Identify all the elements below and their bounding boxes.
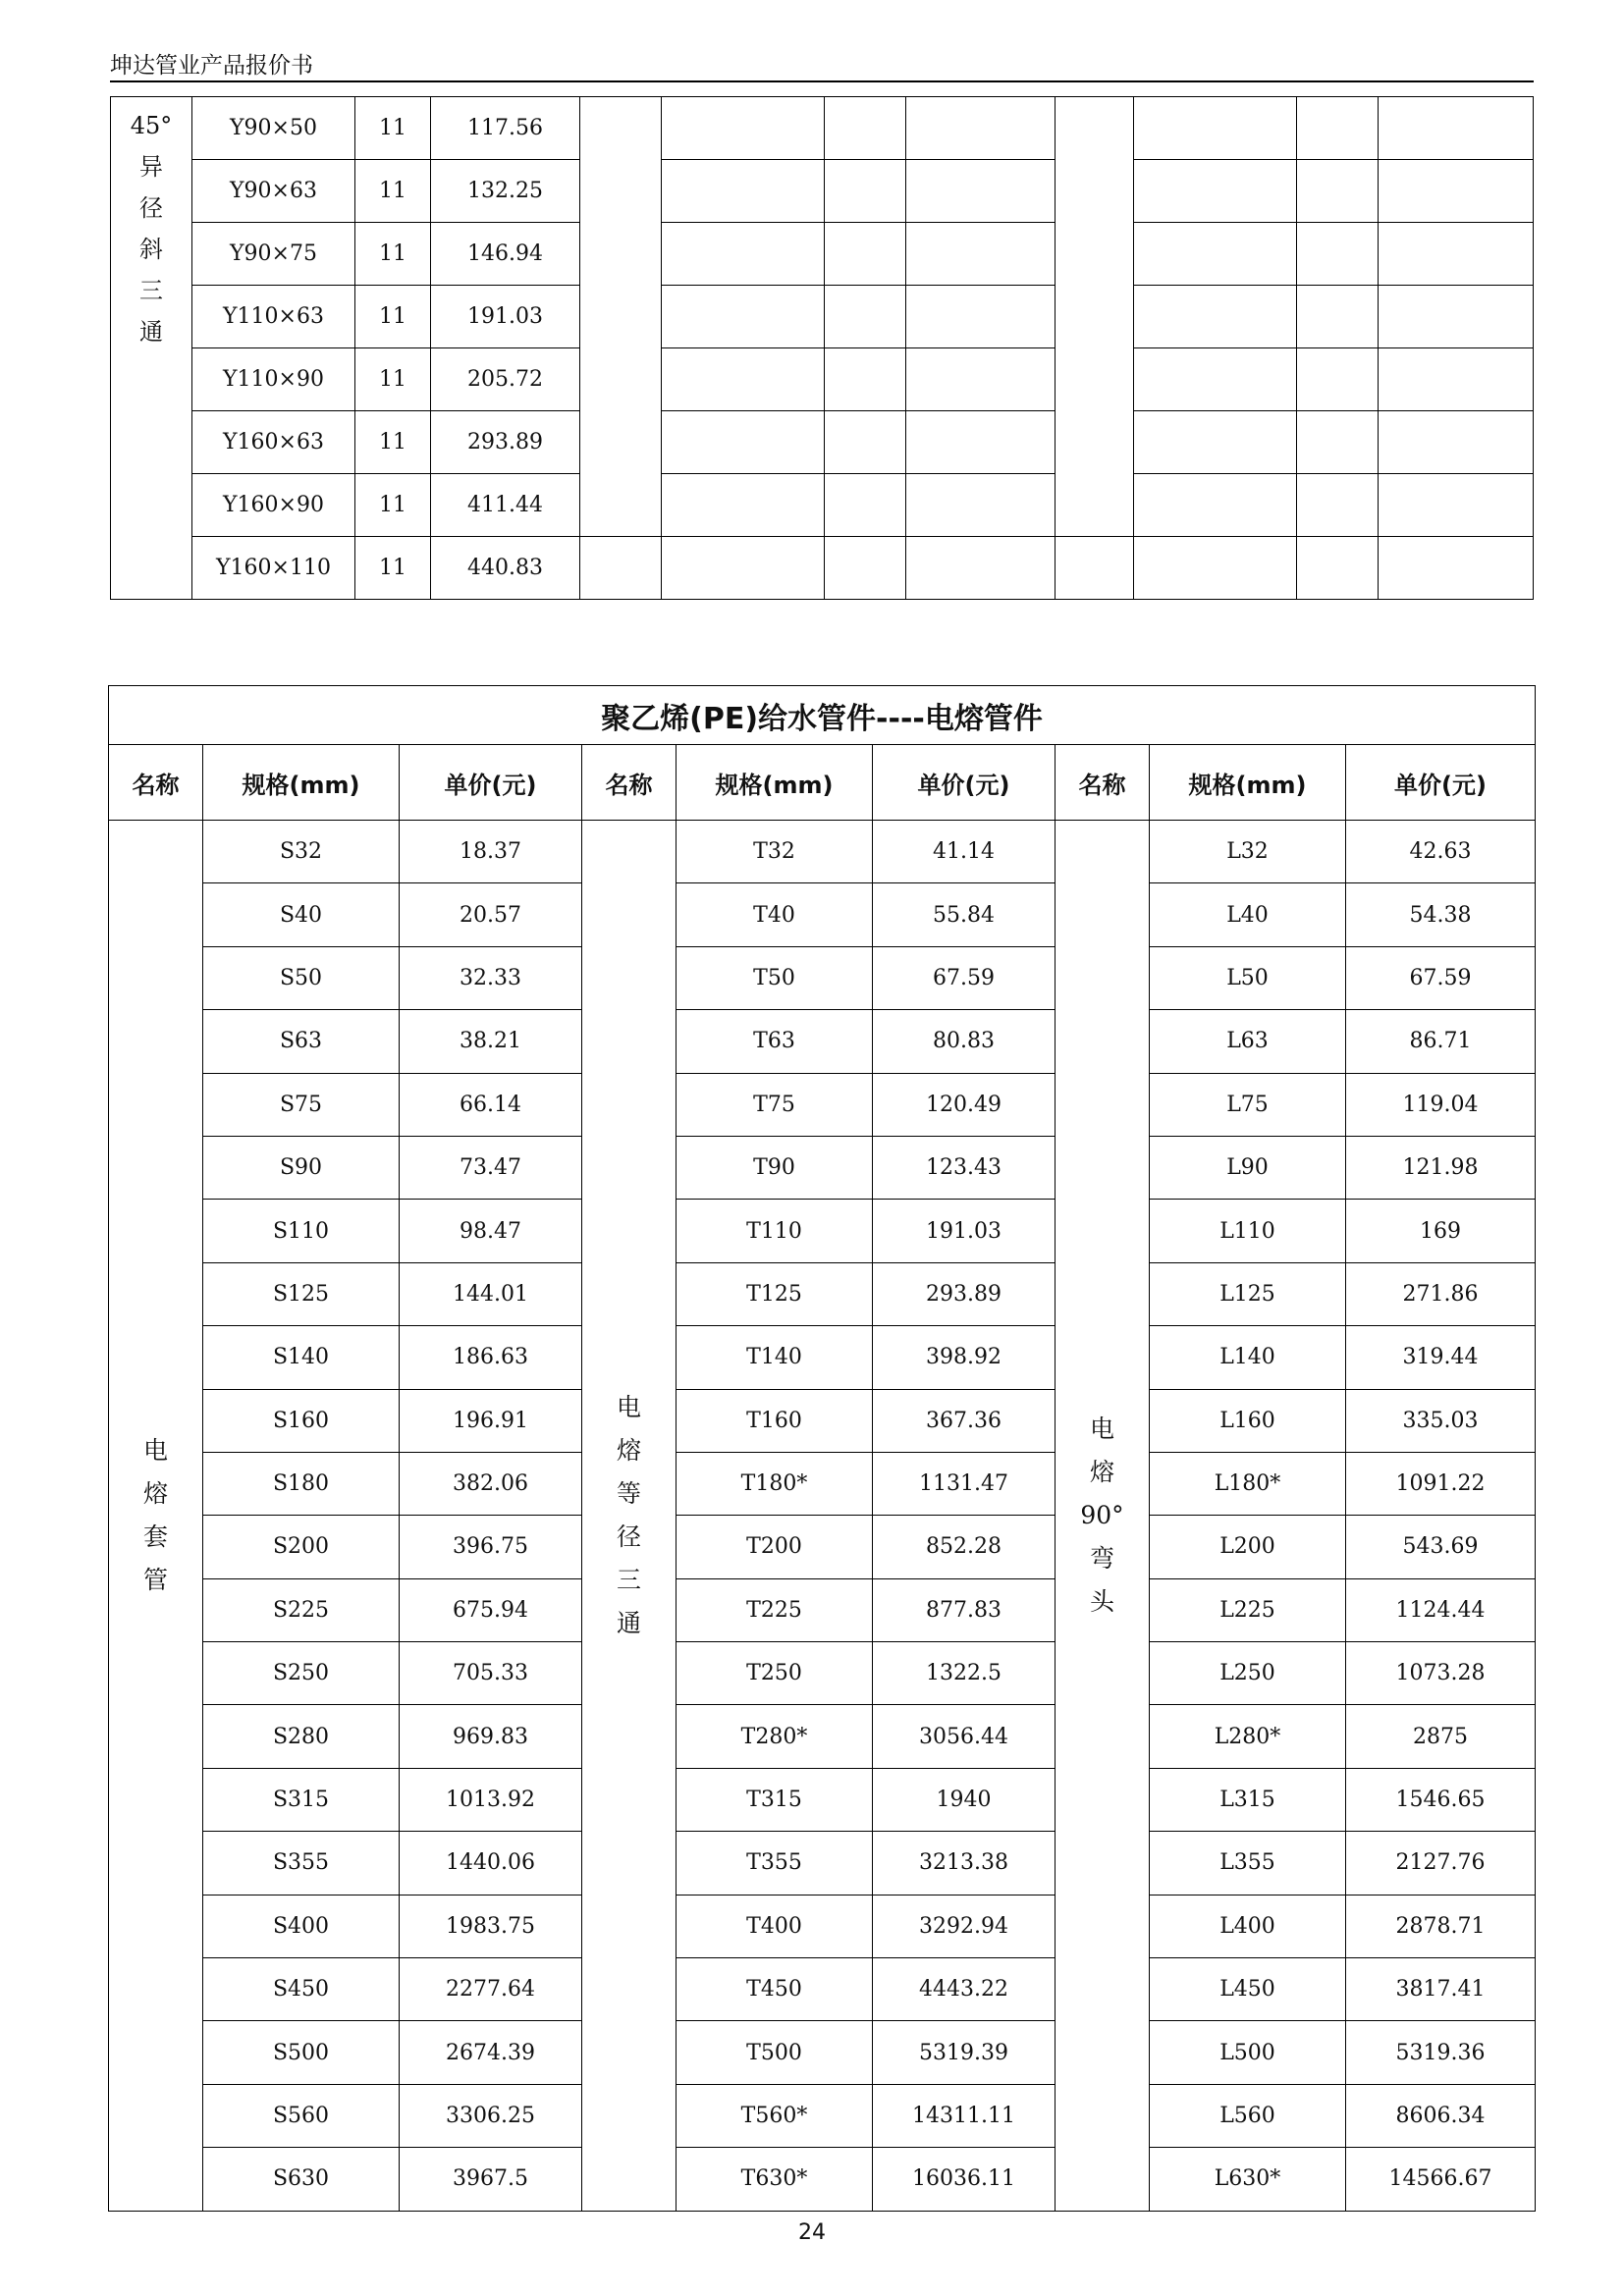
empty-cell [662, 348, 825, 411]
price-cell: 969.83 [400, 1705, 582, 1768]
empty-cell [825, 348, 906, 411]
qty-cell: 11 [355, 537, 431, 600]
price-cell: 66.14 [400, 1073, 582, 1136]
spec-cell: T355 [677, 1832, 873, 1895]
spec-cell: L200 [1150, 1516, 1346, 1578]
empty-cell [1134, 286, 1297, 348]
spec-cell: T200 [677, 1516, 873, 1578]
price-cell: 3306.25 [400, 2084, 582, 2147]
table-row [111, 223, 1534, 286]
table-row [109, 1642, 1536, 1705]
qty-cell: 11 [355, 474, 431, 537]
spec-cell: Y110×90 [192, 348, 355, 411]
empty-cell [1056, 537, 1134, 600]
price-cell: 1013.92 [400, 1768, 582, 1831]
empty-cell [580, 537, 662, 600]
spec-cell: T280* [677, 1705, 873, 1768]
empty-cell [580, 97, 662, 537]
empty-cell [1297, 474, 1379, 537]
price-cell: 3292.94 [873, 1895, 1056, 1957]
empty-cell [825, 223, 906, 286]
empty-cell [1134, 411, 1297, 474]
price-cell: 1940 [873, 1768, 1056, 1831]
price-cell: 1440.06 [400, 1832, 582, 1895]
spec-cell: S355 [203, 1832, 400, 1895]
spec-cell: L140 [1150, 1326, 1346, 1389]
empty-cell [906, 160, 1056, 223]
price-cell: 319.44 [1346, 1326, 1536, 1389]
group-name-char: 等 [616, 1478, 641, 1508]
table-row [109, 821, 1536, 883]
group-name-char: 90° [1080, 1500, 1124, 1529]
table-row [109, 2021, 1536, 2084]
price-cell: 67.59 [873, 946, 1056, 1009]
group-name-char: 三 [616, 1565, 641, 1594]
price-cell: 191.03 [431, 286, 580, 348]
spec-cell: L160 [1150, 1389, 1346, 1452]
spec-cell: T225 [677, 1578, 873, 1641]
empty-cell [1297, 286, 1379, 348]
equal-tee-label [617, 1386, 641, 1645]
spec-cell: S110 [203, 1200, 400, 1262]
price-cell: 20.57 [400, 883, 582, 946]
price-cell: 877.83 [873, 1578, 1056, 1641]
price-cell: 67.59 [1346, 946, 1536, 1009]
group-name-char: 通 [139, 318, 163, 346]
empty-cell [1134, 160, 1297, 223]
spec-cell: L355 [1150, 1832, 1346, 1895]
spec-cell: S125 [203, 1262, 400, 1325]
price-cell: 98.47 [400, 1200, 582, 1262]
price-cell: 2277.64 [400, 1958, 582, 2021]
spec-cell: S200 [203, 1516, 400, 1578]
group-name-char: 斜 [139, 236, 163, 263]
empty-cell [906, 474, 1056, 537]
price-cell: 205.72 [431, 348, 580, 411]
column-header: 规格(mm) [1150, 745, 1346, 821]
table-row [109, 1136, 1536, 1199]
spec-cell: T160 [677, 1389, 873, 1452]
empty-cell [825, 474, 906, 537]
group-name-char: 电 [142, 1435, 168, 1465]
qty-cell: 11 [355, 286, 431, 348]
column-header: 名称 [582, 745, 677, 821]
price-cell: 1091.22 [1346, 1452, 1536, 1515]
table-row [109, 1578, 1536, 1641]
table-row [109, 2084, 1536, 2147]
spec-cell: T125 [677, 1262, 873, 1325]
price-cell: 1131.47 [873, 1452, 1056, 1515]
price-cell: 55.84 [873, 883, 1056, 946]
price-cell: 186.63 [400, 1326, 582, 1389]
header-row [109, 745, 1536, 821]
price-cell: 54.38 [1346, 883, 1536, 946]
price-cell: 396.75 [400, 1516, 582, 1578]
price-cell: 16036.11 [873, 2148, 1056, 2211]
table-row [109, 1895, 1536, 1957]
empty-cell [1297, 348, 1379, 411]
table-row [109, 1832, 1536, 1895]
empty-cell [1379, 223, 1534, 286]
empty-cell [1297, 160, 1379, 223]
table-row [109, 1452, 1536, 1515]
empty-cell [1379, 474, 1534, 537]
price-cell: 120.49 [873, 1073, 1056, 1136]
spec-cell: S63 [203, 1010, 400, 1073]
price-cell: 121.98 [1346, 1136, 1536, 1199]
price-cell: 2878.71 [1346, 1895, 1536, 1957]
spec-cell: L315 [1150, 1768, 1346, 1831]
empty-cell [1297, 537, 1379, 600]
price-cell: 132.25 [431, 160, 580, 223]
empty-cell [1134, 223, 1297, 286]
spec-cell: Y160×110 [192, 537, 355, 600]
spec-cell: T400 [677, 1895, 873, 1957]
spec-cell: L110 [1150, 1200, 1346, 1262]
group-name-char: 通 [616, 1608, 641, 1637]
y-tee-price-table [110, 96, 1534, 600]
price-cell: 18.37 [400, 821, 582, 883]
price-cell: 119.04 [1346, 1073, 1536, 1136]
empty-cell [906, 411, 1056, 474]
empty-cell [662, 223, 825, 286]
empty-cell [1297, 411, 1379, 474]
empty-cell [1379, 286, 1534, 348]
price-cell: 4443.22 [873, 1958, 1056, 2021]
table-row [109, 946, 1536, 1009]
spec-cell: L450 [1150, 1958, 1346, 2021]
price-cell: 382.06 [400, 1452, 582, 1515]
group-name-char: 电 [1089, 1414, 1114, 1443]
spec-cell: L90 [1150, 1136, 1346, 1199]
column-header: 规格(mm) [203, 745, 400, 821]
price-cell: 8606.34 [1346, 2084, 1536, 2147]
group-name-cell [111, 97, 192, 600]
title-row [109, 686, 1536, 745]
empty-cell [1379, 348, 1534, 411]
group-name-char: 45° [130, 112, 173, 139]
spec-cell: T180* [677, 1452, 873, 1515]
spec-cell: L500 [1150, 2021, 1346, 2084]
price-cell: 1322.5 [873, 1642, 1056, 1705]
table-row [111, 474, 1534, 537]
spec-cell: L560 [1150, 2084, 1346, 2147]
spec-cell: S180 [203, 1452, 400, 1515]
spec-cell: S560 [203, 2084, 400, 2147]
table-title: 聚乙烯(PE)给水管件----电熔管件 [109, 686, 1536, 745]
spec-cell: L180* [1150, 1452, 1346, 1515]
empty-cell [906, 286, 1056, 348]
spec-cell: L125 [1150, 1262, 1346, 1325]
table-row [111, 160, 1534, 223]
group-name-cell [109, 821, 203, 2212]
table-row [111, 411, 1534, 474]
empty-cell [1056, 97, 1134, 537]
price-cell: 5319.39 [873, 2021, 1056, 2084]
price-cell: 32.33 [400, 946, 582, 1009]
table-row [109, 1958, 1536, 2021]
spec-cell: L63 [1150, 1010, 1346, 1073]
spec-cell: L32 [1150, 821, 1346, 883]
spec-cell: L250 [1150, 1642, 1346, 1705]
column-header: 规格(mm) [677, 745, 873, 821]
empty-cell [1134, 474, 1297, 537]
spec-cell: T315 [677, 1768, 873, 1831]
table-row [109, 1516, 1536, 1578]
spec-cell: L50 [1150, 946, 1346, 1009]
group-name-char: 熔 [142, 1478, 168, 1508]
spec-cell: T90 [677, 1136, 873, 1199]
price-cell: 191.03 [873, 1200, 1056, 1262]
empty-cell [1297, 97, 1379, 160]
table-row [109, 1200, 1536, 1262]
empty-cell [1134, 537, 1297, 600]
qty-cell: 11 [355, 160, 431, 223]
group-name-char: 头 [1089, 1586, 1114, 1616]
spec-cell: T500 [677, 2021, 873, 2084]
table-row [109, 1326, 1536, 1389]
table-row [111, 286, 1534, 348]
document-title: 坤达管业产品报价书 [110, 53, 313, 79]
price-cell: 335.03 [1346, 1389, 1536, 1452]
price-cell: 3967.5 [400, 2148, 582, 2211]
empty-cell [825, 411, 906, 474]
empty-cell [906, 223, 1056, 286]
price-cell: 5319.36 [1346, 2021, 1536, 2084]
empty-cell [662, 537, 825, 600]
sleeve-coupler-label [143, 1429, 168, 1602]
empty-cell [662, 97, 825, 160]
column-header: 单价(元) [1346, 745, 1536, 821]
table-row [111, 348, 1534, 411]
price-cell: 1124.44 [1346, 1578, 1536, 1641]
price-cell: 398.92 [873, 1326, 1056, 1389]
spec-cell: Y90×75 [192, 223, 355, 286]
empty-cell [1379, 97, 1534, 160]
price-cell: 117.56 [431, 97, 580, 160]
table-row [109, 1010, 1536, 1073]
spec-cell: L630* [1150, 2148, 1346, 2211]
price-cell: 852.28 [873, 1516, 1056, 1578]
empty-cell [1379, 411, 1534, 474]
spec-cell: Y110×63 [192, 286, 355, 348]
spec-cell: S280 [203, 1705, 400, 1768]
price-cell: 440.83 [431, 537, 580, 600]
group-name-char: 弯 [1089, 1543, 1114, 1573]
spec-cell: S32 [203, 821, 400, 883]
empty-cell [825, 160, 906, 223]
price-cell: 271.86 [1346, 1262, 1536, 1325]
price-cell: 123.43 [873, 1136, 1056, 1199]
spec-cell: T75 [677, 1073, 873, 1136]
price-cell: 367.36 [873, 1389, 1056, 1452]
price-cell: 73.47 [400, 1136, 582, 1199]
empty-cell [1379, 160, 1534, 223]
table-row [109, 1262, 1536, 1325]
group-name-char: 三 [139, 277, 163, 304]
electrofusion-fittings-table [108, 685, 1536, 2212]
qty-cell: 11 [355, 411, 431, 474]
price-cell: 2875 [1346, 1705, 1536, 1768]
qty-cell: 11 [355, 97, 431, 160]
empty-cell [906, 348, 1056, 411]
price-cell: 3056.44 [873, 1705, 1056, 1768]
empty-cell [1134, 97, 1297, 160]
price-cell: 293.89 [873, 1262, 1056, 1325]
table-row [111, 537, 1534, 600]
empty-cell [662, 474, 825, 537]
spec-cell: S40 [203, 883, 400, 946]
empty-cell [906, 537, 1056, 600]
column-header: 单价(元) [873, 745, 1056, 821]
page-header [110, 43, 1534, 82]
spec-cell: T50 [677, 946, 873, 1009]
empty-cell [662, 160, 825, 223]
spec-cell: T32 [677, 821, 873, 883]
spec-cell: S90 [203, 1136, 400, 1199]
spec-cell: T560* [677, 2084, 873, 2147]
price-cell: 1983.75 [400, 1895, 582, 1957]
price-cell: 543.69 [1346, 1516, 1536, 1578]
table-row [109, 1389, 1536, 1452]
price-cell: 41.14 [873, 821, 1056, 883]
spec-cell: T450 [677, 1958, 873, 2021]
table-row [109, 2148, 1536, 2211]
spec-cell: Y160×90 [192, 474, 355, 537]
spec-cell: T40 [677, 883, 873, 946]
price-cell: 3817.41 [1346, 1958, 1536, 2021]
spec-cell: L75 [1150, 1073, 1346, 1136]
price-cell: 293.89 [431, 411, 580, 474]
column-header: 名称 [1056, 745, 1150, 821]
spec-cell: T140 [677, 1326, 873, 1389]
spec-cell: L40 [1150, 883, 1346, 946]
spec-cell: T110 [677, 1200, 873, 1262]
spec-cell: T63 [677, 1010, 873, 1073]
price-cell: 1073.28 [1346, 1642, 1536, 1705]
group-name-char: 径 [616, 1522, 641, 1551]
group-name-char: 熔 [616, 1435, 641, 1465]
empty-cell [1379, 537, 1534, 600]
table-row [109, 883, 1536, 946]
spec-cell: S75 [203, 1073, 400, 1136]
spec-cell: S450 [203, 1958, 400, 2021]
empty-cell [662, 286, 825, 348]
page-number: 24 [798, 2220, 826, 2245]
price-cell: 38.21 [400, 1010, 582, 1073]
price-cell: 42.63 [1346, 821, 1536, 883]
spec-cell: L225 [1150, 1578, 1346, 1641]
spec-cell: S225 [203, 1578, 400, 1641]
spec-cell: S400 [203, 1895, 400, 1957]
spec-cell: S50 [203, 946, 400, 1009]
spec-cell: Y90×50 [192, 97, 355, 160]
group-name-char: 熔 [1089, 1457, 1114, 1486]
price-cell: 14566.67 [1346, 2148, 1536, 2211]
price-cell: 14311.11 [873, 2084, 1056, 2147]
spec-cell: S160 [203, 1389, 400, 1452]
price-cell: 169 [1346, 1200, 1536, 1262]
qty-cell: 11 [355, 348, 431, 411]
group-name-cell [582, 821, 677, 2212]
price-cell: 2674.39 [400, 2021, 582, 2084]
table-row [109, 1705, 1536, 1768]
price-cell: 705.33 [400, 1642, 582, 1705]
empty-cell [662, 411, 825, 474]
spec-cell: Y90×63 [192, 160, 355, 223]
elbow-90-label [1080, 1408, 1123, 1624]
price-cell: 3213.38 [873, 1832, 1056, 1895]
column-header: 单价(元) [400, 745, 582, 821]
price-cell: 80.83 [873, 1010, 1056, 1073]
spec-cell: Y160×63 [192, 411, 355, 474]
price-cell: 1546.65 [1346, 1768, 1536, 1831]
empty-cell [1297, 223, 1379, 286]
spec-cell: T250 [677, 1642, 873, 1705]
price-cell: 144.01 [400, 1262, 582, 1325]
table-row [109, 1073, 1536, 1136]
empty-cell [906, 97, 1056, 160]
price-cell: 411.44 [431, 474, 580, 537]
group-name-char: 套 [142, 1522, 168, 1551]
empty-cell [1134, 348, 1297, 411]
column-header: 名称 [109, 745, 203, 821]
spec-cell: T630* [677, 2148, 873, 2211]
table-row [111, 97, 1534, 160]
spec-cell: S315 [203, 1768, 400, 1831]
spec-cell: L400 [1150, 1895, 1346, 1957]
spec-cell: S500 [203, 2021, 400, 2084]
price-cell: 2127.76 [1346, 1832, 1536, 1895]
table-row [109, 1768, 1536, 1831]
spec-cell: S630 [203, 2148, 400, 2211]
price-cell: 196.91 [400, 1389, 582, 1452]
group-name-char: 管 [142, 1565, 168, 1594]
group-name-char: 异 [139, 153, 163, 181]
price-cell: 675.94 [400, 1578, 582, 1641]
price-cell: 86.71 [1346, 1010, 1536, 1073]
empty-cell [825, 286, 906, 348]
empty-cell [825, 537, 906, 600]
group-name-cell [1056, 821, 1150, 2212]
empty-cell [825, 97, 906, 160]
price-cell: 146.94 [431, 223, 580, 286]
group-name-char: 电 [616, 1392, 641, 1421]
spec-cell: L280* [1150, 1705, 1346, 1768]
group-name-char: 径 [139, 194, 163, 222]
qty-cell: 11 [355, 223, 431, 286]
spec-cell: S250 [203, 1642, 400, 1705]
spec-cell: S140 [203, 1326, 400, 1389]
